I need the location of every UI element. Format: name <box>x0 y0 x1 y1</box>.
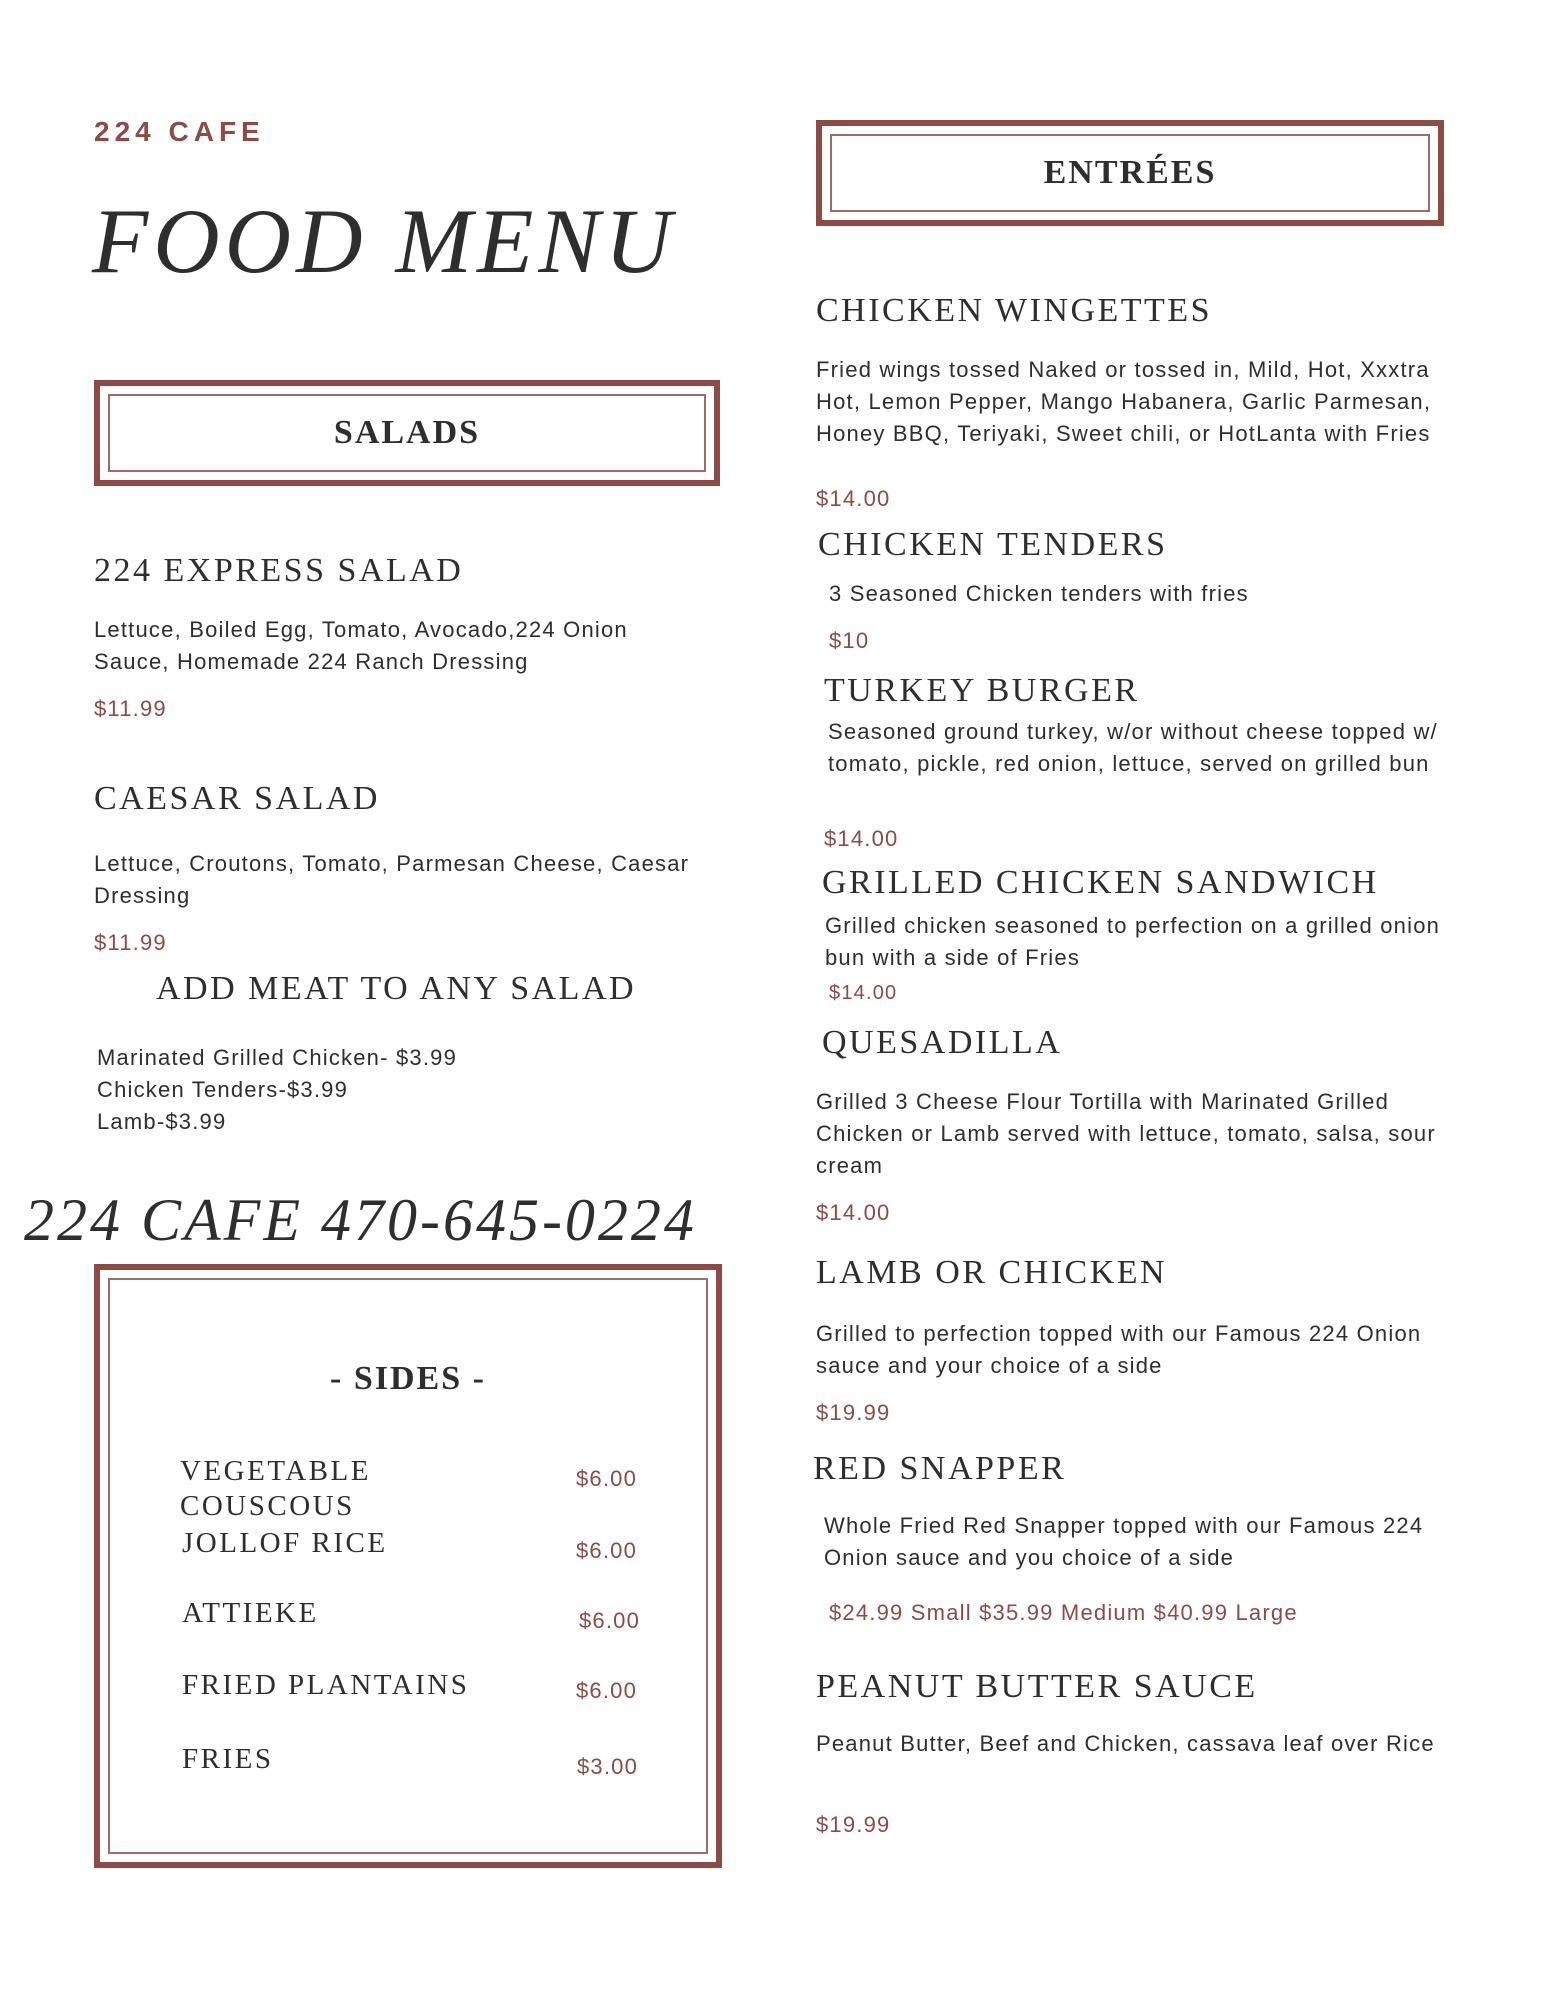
sides-section-title: - SIDES - <box>330 1360 486 1397</box>
salad-item-name: 224 EXPRESS SALAD <box>94 552 464 589</box>
side-item-price: $3.00 <box>577 1754 639 1779</box>
salads-section-title: SALADS <box>333 414 481 451</box>
entree-item-price: $10 <box>829 628 870 653</box>
entree-item-price: $19.99 <box>816 1812 891 1837</box>
entree-item-description: Whole Fried Red Snapper topped with our Famous 224 Onion sauce and you choice of a side <box>824 1513 1424 1570</box>
salad-item-name: CAESAR SALAD <box>94 780 380 817</box>
entree-item-name: RED SNAPPER <box>813 1450 1067 1487</box>
side-item-price: $6.00 <box>579 1608 641 1633</box>
side-item-name: VEGETABLE COUSCOUS <box>180 1455 371 1522</box>
side-item-price: $6.00 <box>576 1678 638 1703</box>
entree-item-description: Grilled chicken seasoned to perfection on a grilled onion bun with a side of Fries <box>825 913 1441 970</box>
add-meat-option: Chicken Tenders-$3.99 <box>97 1077 349 1102</box>
entrees-section-title: ENTRÉES <box>1043 154 1217 191</box>
entree-item-name: QUESADILLA <box>822 1024 1063 1061</box>
entree-item-name: CHICKEN WINGETTES <box>816 292 1212 329</box>
entree-item-price: $19.99 <box>816 1400 891 1425</box>
add-meat-options-list <box>97 1042 457 1138</box>
side-item-name: FRIED PLANTAINS <box>182 1669 470 1701</box>
entree-item-price: $14.00 <box>824 826 899 851</box>
salad-item-description: Lettuce, Boiled Egg, Tomato, Avocado,224 Onion Sauce, Homemade 224 Ranch Dressing <box>94 617 628 674</box>
add-meat-option: Lamb-$3.99 <box>97 1109 227 1134</box>
entree-item-price: $14.00 <box>816 1200 891 1225</box>
entree-item-description: Grilled 3 Cheese Flour Tortilla with Marinated Grilled Chicken or Lamb served with lettuce, tomato, salsa, sour cream <box>816 1089 1436 1178</box>
entree-item-name: LAMB OR CHICKEN <box>816 1254 1168 1291</box>
entree-item-description: Grilled to perfection topped with our Famous 224 Onion sauce and your choice of a side <box>816 1321 1422 1378</box>
cafe-phone-number: 224 CAFE 470-645-0224 <box>24 1187 697 1253</box>
cafe-brand-label: 224 CAFE <box>94 116 265 147</box>
add-meat-option: Marinated Grilled Chicken- $3.99 <box>97 1045 457 1070</box>
entree-item-description: Peanut Butter, Beef and Chicken, cassava leaf over Rice <box>816 1731 1435 1756</box>
sides-frame <box>94 1264 722 1868</box>
entree-item-name: CHICKEN TENDERS <box>818 526 1168 563</box>
side-item-name: ATTIEKE <box>182 1597 319 1629</box>
entree-item-description: Seasoned ground turkey, w/or without cheese topped w/ tomato, pickle, red onion, lettuce, served on grilled bun <box>828 719 1438 776</box>
entree-item-name: GRILLED CHICKEN SANDWICH <box>822 864 1379 901</box>
side-item-name: FRIES <box>182 1743 274 1775</box>
side-item-price: $6.00 <box>576 1538 638 1563</box>
entree-item-name: PEANUT BUTTER SAUCE <box>816 1668 1258 1705</box>
side-item-price: $6.00 <box>576 1466 638 1491</box>
entree-item-price: $14.00 <box>816 486 891 511</box>
add-meat-title: ADD MEAT TO ANY SALAD <box>156 970 637 1007</box>
entree-item-description: Fried wings tossed Naked or tossed in, Mild, Hot, Xxxtra Hot, Lemon Pepper, Mango Habanera, Garlic Parmesan, Honey BBQ, Teriyaki, Sweet chili, or HotLanta with Fries <box>816 357 1432 446</box>
salads-header-frame <box>94 380 720 486</box>
entree-item-description: 3 Seasoned Chicken tenders with fries <box>829 581 1249 606</box>
entree-item-name: TURKEY BURGER <box>824 672 1140 709</box>
page-title: FOOD MENU <box>92 190 677 292</box>
salad-item-price: $11.99 <box>94 930 167 955</box>
side-item-name: JOLLOF RICE <box>182 1527 388 1559</box>
entree-item-price: $14.00 <box>829 982 898 1004</box>
entree-item-price: $24.99 Small $35.99 Medium $40.99 Large <box>829 1600 1298 1625</box>
entrees-header-frame <box>816 120 1444 226</box>
salad-item-description: Lettuce, Croutons, Tomato, Parmesan Cheese, Caesar Dressing <box>94 851 690 908</box>
salad-item-price: $11.99 <box>94 696 167 721</box>
